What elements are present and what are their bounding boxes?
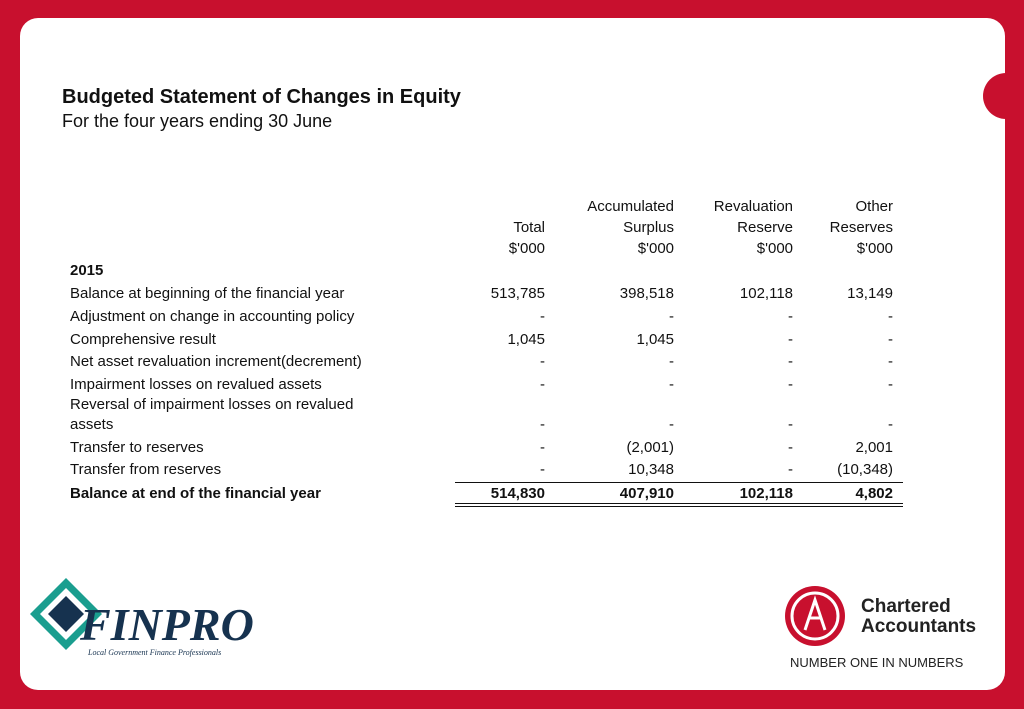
table-cell: -	[540, 376, 545, 393]
table-cell: 513,785	[490, 285, 545, 302]
total-cell: 102,118	[739, 485, 793, 502]
finpro-logo	[18, 570, 298, 660]
row-label: Reversal of impairment losses on revalued	[70, 396, 354, 413]
table-cell: -	[788, 376, 793, 393]
table-cell: -	[888, 416, 893, 433]
table-cell: 1,045	[507, 331, 545, 348]
header-other-reserves: Other Reserves $'000	[829, 198, 893, 257]
finpro-tagline: Local Government Finance Professionals	[88, 648, 222, 657]
row-label: Transfer to reserves	[70, 439, 204, 456]
table-cell: -	[788, 439, 793, 456]
total-cell: 407,910	[619, 485, 674, 502]
row-label: Balance at beginning of the financial year	[70, 285, 345, 302]
table-cell: 2,001	[855, 439, 893, 456]
total-bottom-rule	[455, 503, 903, 504]
total-bottom-rule-double	[455, 506, 903, 507]
total-cell: 514,830	[490, 485, 545, 502]
table-cell: -	[669, 308, 674, 325]
table-cell: -	[788, 308, 793, 325]
table-cell: -	[788, 353, 793, 370]
table-cell: -	[669, 353, 674, 370]
finpro-wordmark: FINPRO	[80, 599, 254, 650]
header-revaluation-reserve: Revaluation Reserve $'000	[713, 198, 793, 257]
year-heading: 2015	[70, 262, 104, 279]
table-cell: -	[788, 461, 793, 478]
table-cell: -	[540, 308, 545, 325]
table-cell: -	[788, 416, 793, 433]
row-label: Transfer from reserves	[70, 461, 222, 478]
row-label: Comprehensive result	[70, 331, 216, 348]
ca-name-line2: Accountants	[861, 616, 977, 637]
ca-seal-icon	[783, 584, 847, 648]
header-accumulated-surplus: Accumulated Surplus $'000	[587, 198, 674, 257]
table-cell: (10,348)	[837, 461, 893, 478]
table-cell: -	[540, 353, 545, 370]
total-row-label: Balance at end of the financial year	[70, 485, 321, 502]
table-cell: -	[888, 353, 893, 370]
row-label: Adjustment on change in accounting policy	[70, 308, 355, 325]
table-cell: -	[788, 331, 793, 348]
table-cell: -	[888, 308, 893, 325]
table-cell: -	[540, 439, 545, 456]
table-cell: -	[540, 416, 545, 433]
ca-name-line1: Chartered	[861, 596, 951, 617]
table-cell: (2,001)	[626, 439, 674, 456]
ca-slogan: NUMBER ONE IN NUMBERS	[790, 655, 964, 670]
table-cell: -	[669, 416, 674, 433]
table-cell: -	[888, 376, 893, 393]
total-cell: 4,802	[855, 485, 893, 502]
total-top-rule	[455, 482, 903, 483]
table-cell: 10,348	[628, 461, 674, 478]
table-cell: 13,149	[847, 285, 893, 302]
table-cell: 1,045	[636, 331, 674, 348]
side-tab	[983, 73, 1024, 119]
header-total: Total $'000	[508, 219, 545, 257]
ca-logo	[763, 566, 983, 670]
table-cell: 102,118	[739, 285, 793, 302]
page-title: Budgeted Statement of Changes in Equity	[62, 86, 461, 108]
row-label: assets	[70, 416, 114, 433]
page-subtitle: For the four years ending 30 June	[62, 111, 333, 131]
row-label: Impairment losses on revalued assets	[70, 376, 322, 393]
table-cell: -	[669, 376, 674, 393]
table-cell: -	[888, 331, 893, 348]
table-cell: -	[540, 461, 545, 478]
row-label: Net asset revaluation increment(decrement)	[70, 353, 362, 370]
table-cell: 398,518	[619, 285, 674, 302]
